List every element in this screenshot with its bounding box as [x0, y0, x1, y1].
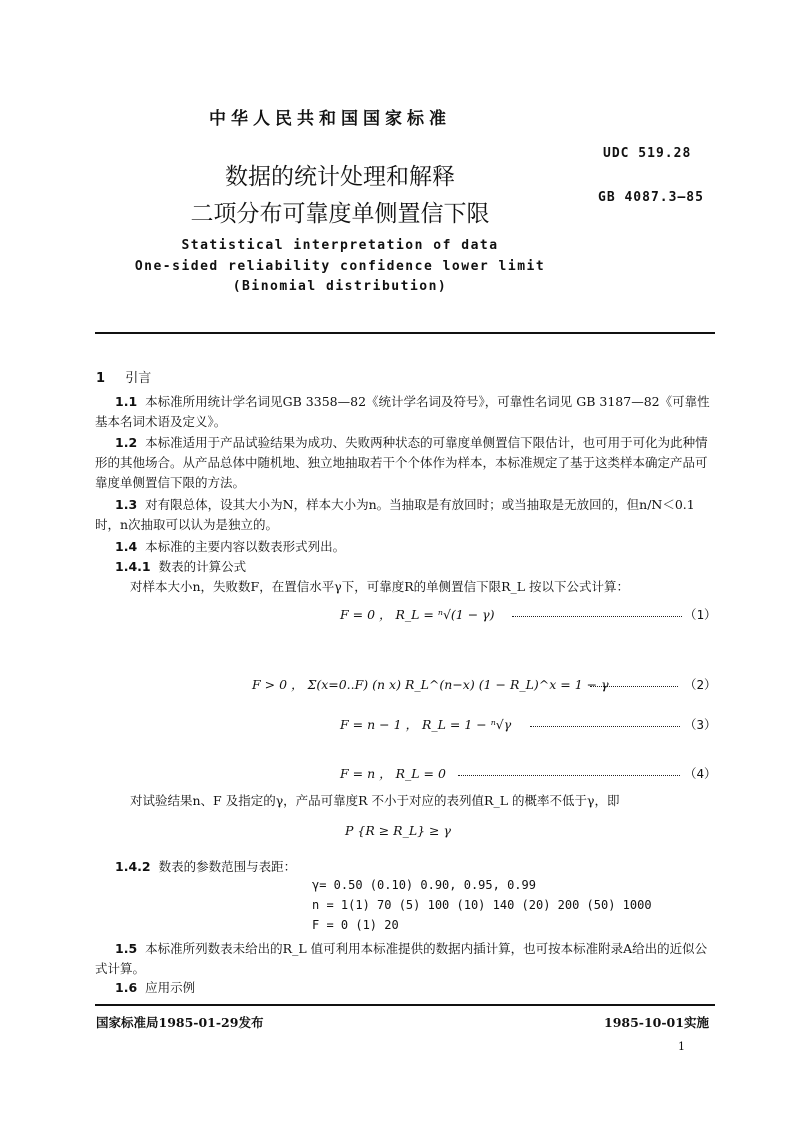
equation-4-number: （4） [684, 766, 717, 781]
english-title-line-3: (Binomial distribution) [232, 279, 448, 294]
paragraph-1-5 [95, 939, 715, 979]
clause-text: 本标准的主要内容以数表形式列出。 [145, 539, 346, 554]
clause-number: 1.6 [115, 980, 138, 995]
page-number: 1 [678, 1040, 685, 1053]
equation-3: F = n − 1 ， R_L = 1 − ⁿ√γ [340, 717, 512, 732]
equation-1: F = 0 ， R_L = ⁿ√(1 − γ) [340, 607, 495, 622]
paragraph-1-4-2 [115, 857, 296, 877]
paragraph-1-4-1-heading [115, 557, 246, 577]
equation-4: F = n ， R_L = 0 [340, 766, 446, 781]
paragraph-1-1 [95, 392, 715, 432]
leader-dots-4 [458, 763, 680, 776]
param-n: n = 1(1) 70 (5) 100 (10) 140 (20) 200 (50) 1000 [312, 898, 652, 912]
udc-code: UDC 519.28 [603, 146, 692, 161]
equation-2: F > 0 ， Σ(x=0..F) (n x) R_L^(n−x) (1 − R_L)^x = 1 − γ [252, 677, 609, 692]
paragraph-1-6 [95, 978, 715, 998]
issued-date: 国家标准局1985-01-29发布 [96, 1015, 264, 1030]
country-standard-heading: 中华人民共和国国家标准 [209, 109, 451, 129]
effective-date: 1985-10-01实施 [604, 1015, 709, 1030]
leader-dots-3 [530, 714, 680, 727]
leader-dots-2 [590, 674, 678, 687]
paragraph-1-2 [95, 433, 715, 493]
equation-2-number: （2） [684, 677, 717, 692]
clause-number: 1.4 [115, 539, 138, 554]
title-line-1: 数据的统计处理和解释 [225, 164, 455, 190]
equation-3-number: （3） [684, 717, 717, 732]
leader-dots-1 [512, 604, 682, 617]
clause-number: 1.1 [115, 394, 138, 409]
bottom-divider [95, 1004, 715, 1006]
clause-number: 1.3 [115, 497, 138, 512]
equation-5: P {R ≥ R_L} ≥ γ [345, 823, 451, 838]
clause-text: 应用示例 [145, 980, 196, 995]
clause-number: 1.5 [115, 941, 138, 956]
clause-number: 1.2 [115, 435, 138, 450]
clause-text: 数表的参数范围与表距： [158, 859, 297, 874]
param-f: F = 0 (1) 20 [312, 918, 399, 932]
english-title-line-2: One-sided reliability confidence lower limit [134, 259, 546, 274]
paragraph-1-4-1-text: 对样本大小n，失败数F，在置信水平γ下，可靠度R的单侧置信下限R_L 按以下公式计算： [130, 579, 630, 594]
section-1-heading [96, 367, 151, 386]
english-title-line-1: Statistical interpretation of data [181, 238, 499, 253]
paragraph-1-4-1-after: 对试验结果n、F 及指定的γ，产品可靠度R 不小于对应的表列值R_L 的概率不低于γ，即 [130, 793, 620, 808]
param-gamma: γ= 0.50 (0.10) 0.90, 0.95, 0.99 [312, 878, 536, 892]
title-line-2: 二项分布可靠度单侧置信下限 [190, 201, 490, 227]
clause-number: 1.4.2 [115, 859, 151, 874]
clause-text: 本标准所用统计学名词见GB 3358—82《统计学名词及符号》，可靠性名词见 GB 3187—82《可靠性基本名词术语及定义》。 [95, 394, 710, 429]
paragraph-1-3 [95, 495, 715, 535]
paragraph-1-4 [95, 537, 715, 557]
gb-code: GB 4087.3—85 [598, 190, 704, 205]
section-title: 引言 [125, 371, 152, 386]
clause-text: 本标准适用于产品试验结果为成功、失败两种状态的可靠度单侧置信下限估计，也可用于可化为此种情形的其他场合。从产品总体中随机地、独立地抽取若干个个体作为样本，本标准规定了基于这类样本确定产品可靠度单侧置信下限的方法。 [95, 435, 708, 490]
clause-text: 本标准所列数表未给出的R_L 值可利用本标准提供的数据内插计算，也可按本标准附录A给出的近似公式计算。 [95, 941, 708, 976]
clause-text: 对有限总体，设其大小为N，样本大小为n。当抽取是有放回时；或当抽取是无放回的，但n/N＜0.1时，n次抽取可以认为是独立的。 [95, 497, 695, 532]
top-divider [95, 332, 715, 334]
section-number: 1 [96, 371, 106, 386]
clause-number: 1.4.1 [115, 559, 151, 574]
equation-1-number: （1） [684, 607, 717, 622]
clause-text: 数表的计算公式 [158, 559, 247, 574]
